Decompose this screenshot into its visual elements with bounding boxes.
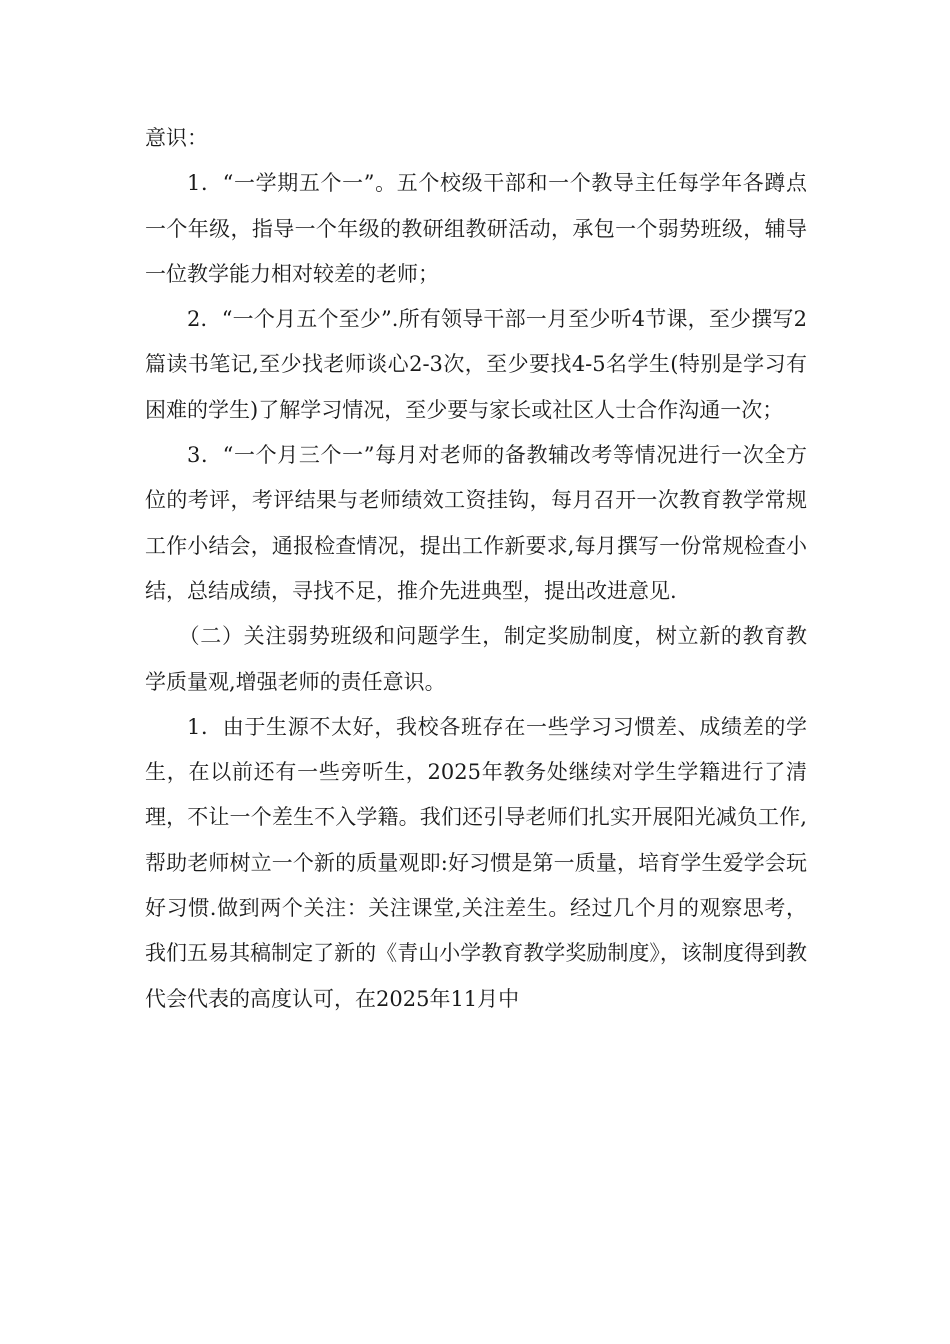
- paragraph-continuation: 意识：: [145, 126, 208, 150]
- section-heading-2: （二）关注弱势班级和问题学生，制定奖励制度，树立新的教育教学质量观,增强老师的责任意识。: [145, 624, 807, 694]
- document-body: [145, 116, 807, 1022]
- paragraph-item-1: 1．“一学期五个一”。五个校级干部和一个教导主任每学年各蹲点一个年级，指导一个年级的教研组教研活动，承包一个弱势班级，辅导一位教学能力相对较差的老师；: [145, 171, 807, 286]
- paragraph-item-2: 2．“一个月五个至少”.所有领导干部一月至少听4节课，至少撰写2篇读书笔记,至少找老师谈心2-3次，至少要找4-5名学生(特别是学习有困难的学生)了解学习情况，至少要与家长或社区人士合作沟通一次；: [145, 307, 807, 422]
- paragraph-section2-item-1: 1．由于生源不太好，我校各班存在一些学习习惯差、成绩差的学生，在以前还有一些旁听生，2025年教务处继续对学生学籍进行了清理，不让一个差生不入学籍。我们还引导老师们扎实开展阳光减负工作,帮助老师树立一个新的质量观即:好习惯是第一质量，培育学生爱学会玩好习惯.做到两个关注：关注课堂,关注差生。经过几个月的观察思考，我们五易其稿制定了新的《青山小学教育教学奖励制度》，该制度得到教代会代表的高度认可，在2025年11月中: [145, 714, 807, 1011]
- paragraph-item-3: 3．“一个月三个一”每月对老师的备教辅改考等情况进行一次全方位的考评，考评结果与老师绩效工资挂钩，每月召开一次教育教学常规工作小结会，通报检查情况，提出工作新要求,每月撰写一份常规检查小结，总结成绩，寻找不足，推介先进典型，提出改进意见.: [145, 443, 807, 603]
